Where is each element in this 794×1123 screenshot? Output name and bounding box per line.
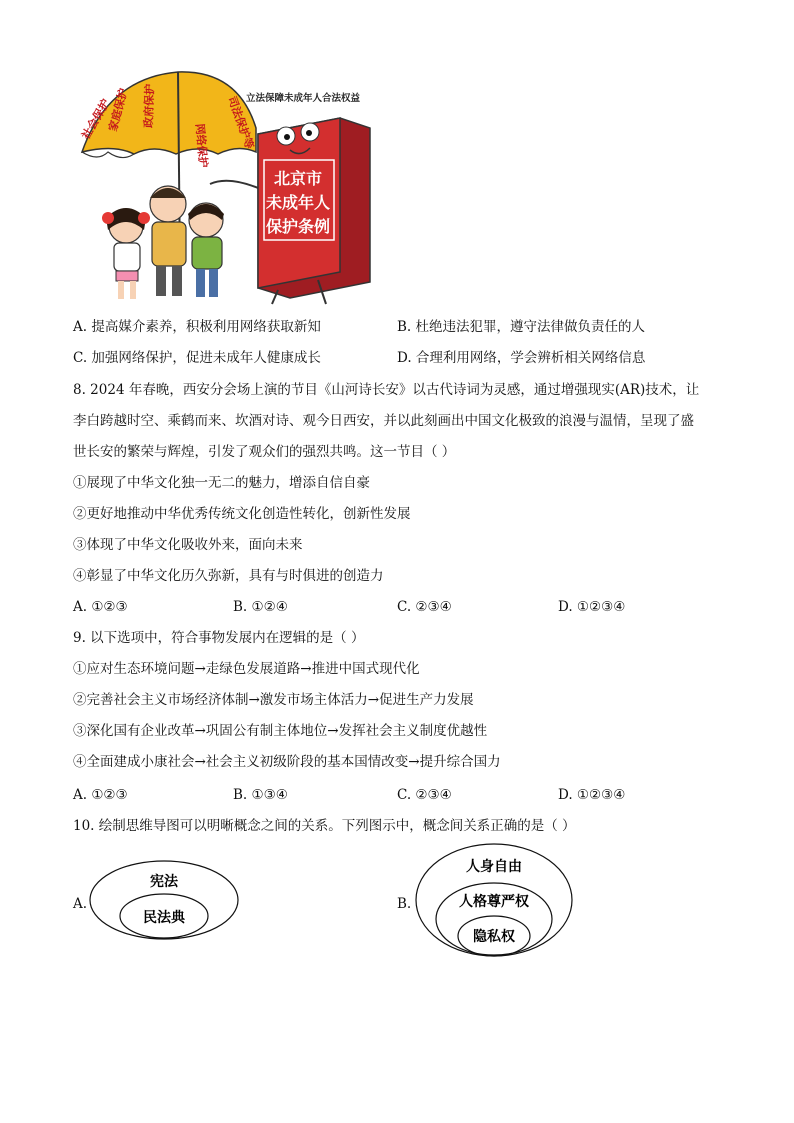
- q8-item-4: ④彰显了中华文化历久弥新，具有与时俱进的创造力: [73, 568, 384, 584]
- q8-option-b: B. ①②④: [233, 599, 288, 615]
- q9-option-a: A. ①②③: [73, 787, 128, 803]
- book-title-line-1: 北京市: [274, 169, 323, 188]
- q9-item-2: ②完善社会主义市场经济体制→激发市场主体活力→促进生产力发展: [73, 692, 474, 708]
- q10-option-b-diagram: [414, 843, 574, 959]
- q7-option-c: C. 加强网络保护，促进未成年人健康成长: [73, 350, 321, 366]
- q8-option-a: A. ①②③: [73, 599, 128, 615]
- inner-label: 民法典: [143, 910, 185, 926]
- q9-option-d: D. ①②③④: [558, 787, 626, 803]
- umbrella-label-1: 社会保护: [79, 96, 113, 142]
- q9-item-1: ①应对生态环境问题→走绿色发展道路→推进中国式现代化: [73, 661, 420, 677]
- q9-item-3: ③深化国有企业改革→巩固公有制主体地位→发挥社会主义制度优越性: [73, 723, 488, 739]
- cartoon-illustration: [78, 68, 394, 306]
- inner-label: 隐私权: [473, 929, 515, 945]
- book-title-line-3: 保护条例: [266, 217, 331, 236]
- outer-label: 人身自由: [466, 859, 522, 875]
- middle-label: 人格尊严权: [459, 894, 529, 910]
- q8-item-3: ③体现了中华文化吸收外来，面向未来: [73, 537, 303, 553]
- q8-stem-line-2: 李白跨越时空、乘鹤而来、坎酒对诗、观今日西安，并以此刻画出中国文化极致的浪漫与温情，呈现了盛: [73, 413, 694, 429]
- q7-option-d: D. 合理利用网络，学会辨析相关网络信息: [397, 350, 646, 366]
- q10-option-a-label: A.: [73, 896, 88, 912]
- outer-label: 宪法: [150, 874, 178, 890]
- q8-stem-line-3: 世长安的繁荣与辉煌，引发了观众们的强烈共鸣。这一节目（ ）: [73, 444, 456, 460]
- illustration-caption: 立法保障未成年人合法权益: [246, 93, 361, 104]
- q7-option-a: A. 提高媒介素养，积极利用网络获取新知: [73, 319, 321, 335]
- q8-item-1: ①展现了中华文化独一无二的魅力，增添自信自豪: [73, 475, 370, 491]
- umbrella-label-5: 司法保护等: [225, 94, 257, 151]
- umbrella-label-4: 网络保护: [193, 123, 210, 169]
- q8-item-2: ②更好地推动中华优秀传统文化创造性转化，创新性发展: [73, 506, 411, 522]
- q8-option-d: D. ①②③④: [558, 599, 626, 615]
- umbrella-label-3: 政府保护: [142, 83, 157, 129]
- q7-option-b: B. 杜绝违法犯罪，遵守法律做负责任的人: [397, 319, 646, 335]
- q10-option-b-label: B.: [397, 896, 412, 912]
- q8-option-c: C. ②③④: [397, 599, 452, 615]
- book-title-line-2: 未成年人: [266, 193, 331, 212]
- family-figures: [102, 186, 224, 299]
- umbrella-label-2: 家庭保护: [106, 86, 131, 133]
- outer-ellipse: [90, 861, 238, 939]
- q9-option-c: C. ②③④: [397, 787, 452, 803]
- q9-stem: 9. 以下选项中，符合事物发展内在逻辑的是（ ）: [73, 630, 365, 646]
- q10-option-a-diagram: [88, 860, 240, 942]
- q8-stem-line-1: 8. 2024 年春晚，西安分会场上演的节目《山河诗长安》以古代诗词为灵感，通过增强现实(AR)技术，让: [73, 382, 700, 398]
- q9-item-4: ④全面建成小康社会→社会主义初级阶段的基本国情改变→提升综合国力: [73, 754, 501, 770]
- q9-option-b: B. ①③④: [233, 787, 288, 803]
- q10-stem: 10. 绘制思维导图可以明晰概念之间的关系。下列图示中，概念间关系正确的是（ ）: [73, 818, 576, 834]
